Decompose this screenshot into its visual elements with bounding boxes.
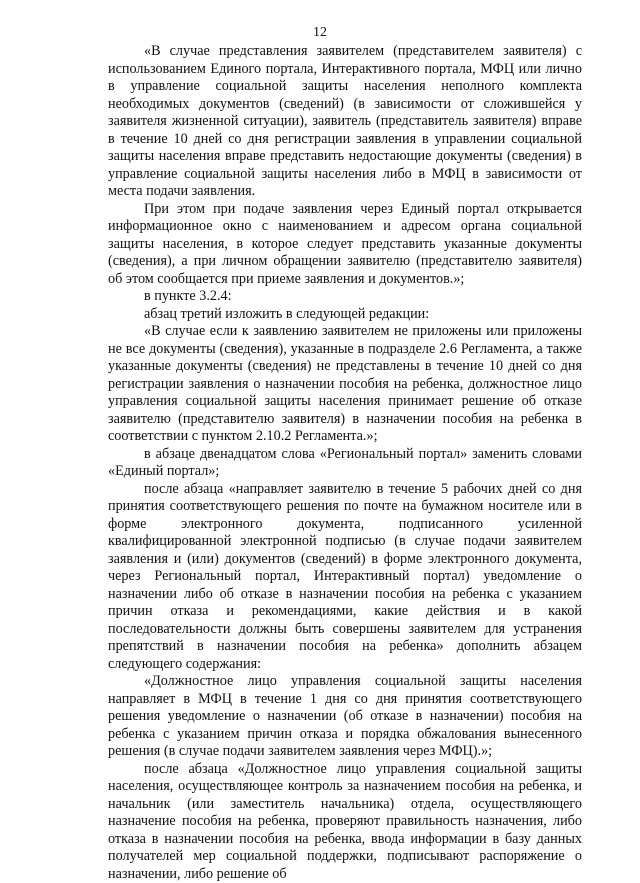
paragraph: При этом при подаче заявления через Единый портал открывается информационное окно с наименованием и адресом органа социальной защиты населения, в которое следует представить указанные документы (сведения), а при личном обращении заявителю (представителю заявителя) об этом сообщается при приеме заявления и документов.»; bbox=[108, 201, 582, 289]
paragraph: после абзаца «направляет заявителю в течение 5 рабочих дней со дня принятия соответствующего решения по почте на бумажном носителе или в форме электронного документа, подписанного усиленной квалифицированной электронной подписью (в случае подачи заявителем заявления и (или) документов (сведений) в форме электронного документа, через Региональный портал, Интерактивный портал) уведомление о назначении либо об отказе в назначении пособия на ребенка с указанием причин отказа и рекомендациями, какие действия и в какой последовательности должны быть совершены заявителем для устранения препятствий в назначении пособия на ребенка» дополнить абзацем следующего содержания: bbox=[108, 481, 582, 674]
paragraph: абзац третий изложить в следующей редакции: bbox=[108, 306, 582, 324]
paragraph: «В случае если к заявлению заявителем не приложены или приложены не все документы (сведения), указанные в подразделе 2.6 Регламента, а также указанные документы (сведения) не представлены в течение 10 дней со дня регистрации заявления о назначении пособия на ребенка, должностное лицо управления социальной защиты населения принимает решение об отказе заявителю (представителю заявителя) в назначении пособия на ребенка в соответствии с пунктом 2.10.2 Регламента.»; bbox=[108, 323, 582, 446]
paragraph: после абзаца «Должностное лицо управления социальной защиты населения, осуществляющее контроль за назначением пособия на ребенка, и начальник (или заместитель начальника) отдела, осуществляющего назначение пособия на ребенка, проверяют правильность назначения, либо отказа в назначении пособия на ребенка, ввода информации в базу данных получателей мер социальной поддержки, подписывают распоряжение о назначении, либо решение об bbox=[108, 761, 582, 883]
paragraph: «В случае представления заявителем (представителем заявителя) с использованием Единого портала, Интерактивного портала, МФЦ или лично в управление социальной защиты населения неполного комплекта необходимых документов (сведений) (в зависимости от сложившейся у заявителя жизненной ситуации), заявитель (представитель заявителя) вправе в течение 10 дней со дня регистрации заявления в управлении социальной защиты населения вправе представить недостающие документы (сведения) в управление социальной защиты населения либо в МФЦ в зависимости от места подачи заявления. bbox=[108, 43, 582, 201]
page-number: 12 bbox=[0, 25, 640, 41]
paragraph: в пункте 3.2.4: bbox=[108, 288, 582, 306]
paragraph: «Должностное лицо управления социальной защиты населения направляет в МФЦ в течение 1 дня со дня принятия соответствующего решения уведомление о назначении (об отказе в назначении) пособия на ребенка с указанием причин отказа и порядка обжалования вынесенного решения (в случае подачи заявителем заявления через МФЦ).»; bbox=[108, 673, 582, 761]
paragraph: в абзаце двенадцатом слова «Региональный портал» заменить словами «Единый портал»; bbox=[108, 446, 582, 481]
document-body bbox=[108, 43, 582, 883]
